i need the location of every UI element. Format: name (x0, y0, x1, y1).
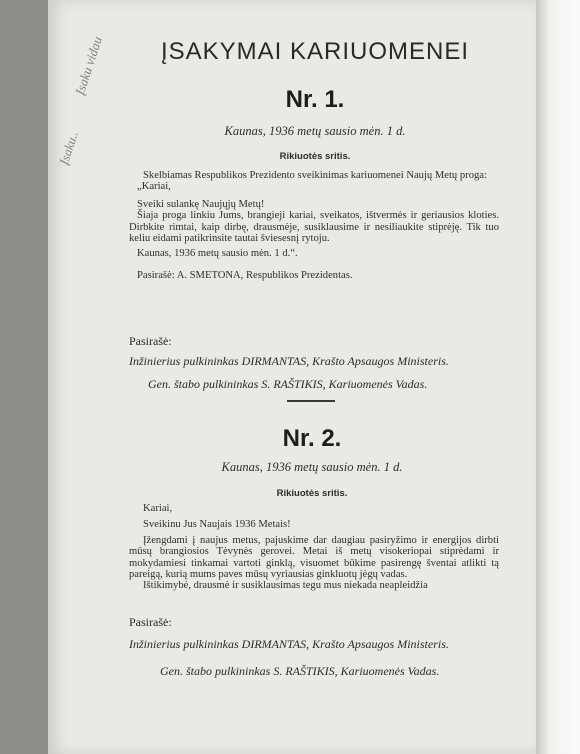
order-2-message: Įžengdami į naujus metus, pajuskime dar daugiau pasiryžimo ir energijos dirbti mūsų brangiosios Tėvynės gerovei. Metai iš metų visokeriopai stiprėdami ir mokydamiesi tinkamai vartoti ginklą, visuomet būkime pasirengę šventai atlikti tą pareigą, kurią mums paves mūsų vyriausias ginkluotų jėgų vadas. (129, 534, 499, 581)
order-2-signature-minister: Inžinierius pulkininkas DIRMANTAS, Krašto Apsaugos Ministeris. (129, 637, 449, 651)
order-2-wish: Sveikinu Jus Naujais 1936 Metais! (143, 519, 291, 531)
order-1-number: Nr. 1. (285, 86, 345, 113)
order-2-section: Rikiuotės sritis. (276, 488, 348, 499)
order-1-intro: Skelbiamas Respublikos Prezidento sveikinimas kariuomenei Naujų Metų proga: (143, 170, 487, 181)
page-edge (536, 0, 580, 754)
order-1-wish: Sveiki sulankę Naujųjų Metų! (137, 198, 265, 210)
order-1-body (129, 170, 499, 281)
page-title: ĮSAKYMAI KARIUOMENEI (160, 38, 470, 65)
order-2-closing: Ištikimybė, drausmė ir susiklausimas tegu mus niekada neapleidžia (143, 580, 428, 592)
order-1-message: Šiaja proga linkiu Jums, brangieji kariai, sveikatos, ištvermės ir geriausios kloties. Dirbkite rimtai, kaip dirbę, drausmėje, susiklausime ir nesiliaukite stiprėję. Tik tuo keliu eidami patikrinsite tautai šviesesnį rytoju. (129, 210, 499, 245)
order-2-dateline: Kaunas, 1936 metų sausio mėn. 1 d. (221, 460, 403, 474)
order-2-signed-label: Pasirašė: (129, 615, 172, 629)
order-2-number: Nr. 2. (282, 425, 342, 452)
order-1-signature-commander: Gen. štabo pulkininkas S. RAŠTIKIS, Kariuomenės Vadas. (148, 377, 428, 391)
order-1-signature-minister: Inžinierius pulkininkas DIRMANTAS, Krašto Apsaugos Ministeris. (129, 354, 449, 368)
order-1-president-signature: Pasirašė: A. SMETONA, Respublikos Prezidentas. (137, 269, 353, 281)
order-1-dateline: Kaunas, 1936 metų sausio mėn. 1 d. (224, 124, 406, 138)
order-2-greeting: Kariai, (143, 503, 173, 514)
order-1-closing: Kaunas, 1936 metų sausio mėn. 1 d.“. (137, 248, 298, 260)
section-divider (287, 400, 335, 402)
order-2-signature-commander: Gen. štabo pulkininkas S. RAŠTIKIS, Kariuomenės Vadas. (160, 664, 440, 678)
order-2-body (129, 503, 499, 592)
margin-note-top: Įsaku vidau (72, 34, 105, 97)
margin-note-bottom: Įsaku.. (56, 129, 81, 167)
order-1-signed-label: Pasirašė: (129, 334, 172, 348)
order-1-section: Rikiuotės sritis. (279, 151, 351, 162)
order-1-greeting: „Kariai, (137, 181, 171, 193)
